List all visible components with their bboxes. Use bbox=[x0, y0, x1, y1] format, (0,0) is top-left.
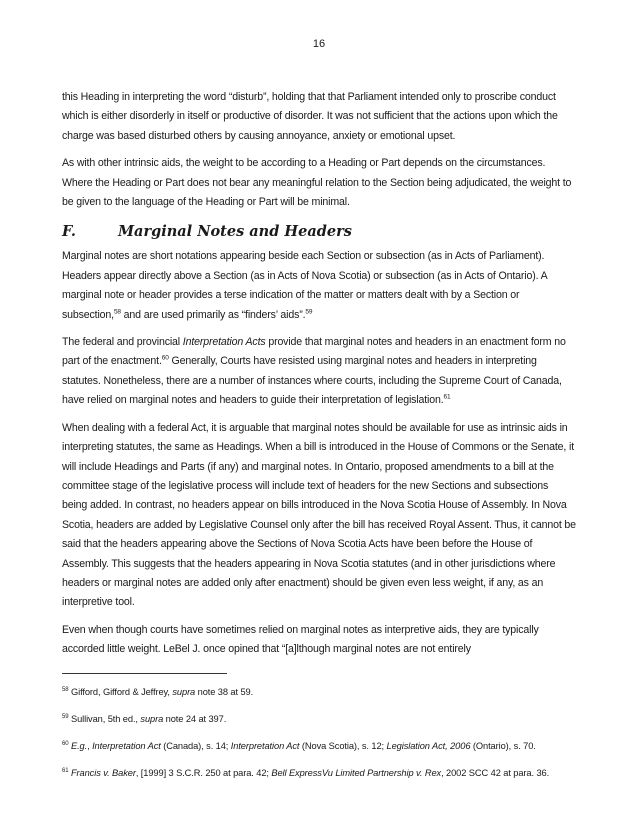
italic-text: Francis v. Baker bbox=[68, 767, 136, 778]
text-run: note 24 at 397. bbox=[163, 713, 227, 724]
footnote-58 bbox=[62, 684, 576, 700]
italic-text: E.g. bbox=[68, 740, 88, 751]
footnote-number: 58 bbox=[62, 686, 69, 693]
paragraph-federal-act: When dealing with a federal Act, it is arguable that marginal notes should be available for use as intrinsic aids in interpreting statutes, the same as Headings. When a bill is introduced in the House of Commons or the Senate, it will include Headings and Parts (if any) and marginal notes. In Ontario, proposed amendments to a bill at the committee stage of the legislative process will include text of headers for the new Sections and subsections being added. In contrast, no headers appear on bills introduced in the Nova Scotia House of Assembly. In Nova Scotia, headers are added by Legislative Counsel only after the bill has received Royal Assent. Thus, it cannot be said that the headers appearing above the Sections of Nova Scotia Acts have been before the House of Assembly. This suggests that the headers appearing in Nova Scotia statutes (and in other jurisdictions where headers or marginal notes are added only after enactment) should be given even less weight, if any, as an interpretive tool. bbox=[62, 421, 576, 609]
text-run: Marginal notes are short notations appearing beside each Section or subsection (as in Acts of Parliament). Headers appear directly above a Section (as in Acts of Nova Scotia) or subsection (as in Acts of Ontario). A marginal note or header provides a terse indication of the matter or matters dealt with by a Section or subsection, bbox=[62, 250, 547, 321]
footnote-60 bbox=[62, 738, 576, 754]
footnote-61 bbox=[62, 765, 576, 781]
text-run: Generally, Courts have resisted using marginal notes and headers in interpreting statutes. Nonetheless, there are a number of instances where courts, including the Supreme Court of Canada, have relied on marginal notes and headers to guide their interpretation of legislation. bbox=[62, 355, 562, 407]
footnote-ref-61[interactable]: 61 bbox=[443, 393, 451, 401]
italic-text: Legislation Act, 2006 bbox=[386, 740, 471, 751]
page-number: 16 bbox=[312, 38, 326, 50]
section-letter: F. bbox=[62, 223, 76, 241]
footnote-number: 59 bbox=[62, 713, 69, 720]
text-run: , bbox=[87, 740, 93, 751]
text-run: (Canada), s. 14; bbox=[160, 740, 231, 751]
text-run: , [1999] 3 S.C.R. 250 at para. 42; bbox=[135, 767, 272, 778]
footnote-59 bbox=[62, 711, 576, 727]
section-heading bbox=[62, 221, 576, 243]
italic-act-name: Interpretation Acts bbox=[182, 336, 266, 349]
footnote-divider bbox=[62, 673, 227, 674]
footnote-ref-58[interactable]: 58 bbox=[113, 308, 121, 316]
footnote-number: 61 bbox=[62, 767, 69, 774]
paragraph-interpretation-acts bbox=[62, 333, 576, 411]
footnote-number: 60 bbox=[62, 740, 69, 747]
text-run: (Nova Scotia), s. 12; bbox=[299, 740, 387, 751]
footnote-ref-59[interactable]: 59 bbox=[305, 308, 313, 316]
footnote-ref-60[interactable]: 60 bbox=[161, 354, 169, 362]
text-run: (Ontario), s. 70. bbox=[470, 740, 536, 751]
paragraph-little-weight: Even when though courts have sometimes relied on marginal notes as interpretive aids, they are typically accorded little weight. LeBel J. once opined that “[a]lthough marginal notes are not entirely bbox=[62, 623, 539, 656]
text-run: The federal and provincial bbox=[62, 336, 183, 349]
italic-text: supra bbox=[140, 713, 164, 724]
section-title: Marginal Notes and Headers bbox=[118, 223, 352, 241]
italic-text: Interpretation Act bbox=[92, 740, 161, 751]
italic-text: Interpretation Act bbox=[230, 740, 300, 751]
text-run: provide that marginal notes and headers in an enactment form no part of the enactment. bbox=[62, 336, 566, 368]
paragraph-intrinsic-aids: As with other intrinsic aids, the weight to be according to a Heading or Part depends on the circumstances. Where the Heading or Part does not bear any meaningful relation to the Section being adjudicated, the weight to be given to the language of the Heading or Part will be minimal. bbox=[62, 157, 572, 209]
italic-text: Bell ExpressVu Limited Partnership v. Rex bbox=[271, 767, 442, 778]
italic-text: supra bbox=[172, 686, 196, 697]
paragraph-marginal-notes-definition bbox=[62, 247, 576, 325]
text-run: Gifford, Gifford & Jeffrey, bbox=[68, 686, 173, 697]
text-run: , 2002 SCC 42 at para. 36. bbox=[441, 767, 550, 778]
page-body bbox=[62, 88, 576, 792]
text-run: note 38 at 59. bbox=[195, 686, 254, 697]
text-run: and are used primarily as “finders’ aids”. bbox=[120, 308, 306, 321]
paragraph-heading-disturb: this Heading in interpreting the word “disturb”, holding that that Parliament intended only to proscribe conduct which is either disorderly in itself or productive of disorder. It was not sufficient that the actions upon which the charge was based disturbed others by causing annoyance, anxiety or emotional upset. bbox=[62, 91, 558, 142]
text-run: Sullivan, 5th ed., bbox=[68, 713, 141, 724]
